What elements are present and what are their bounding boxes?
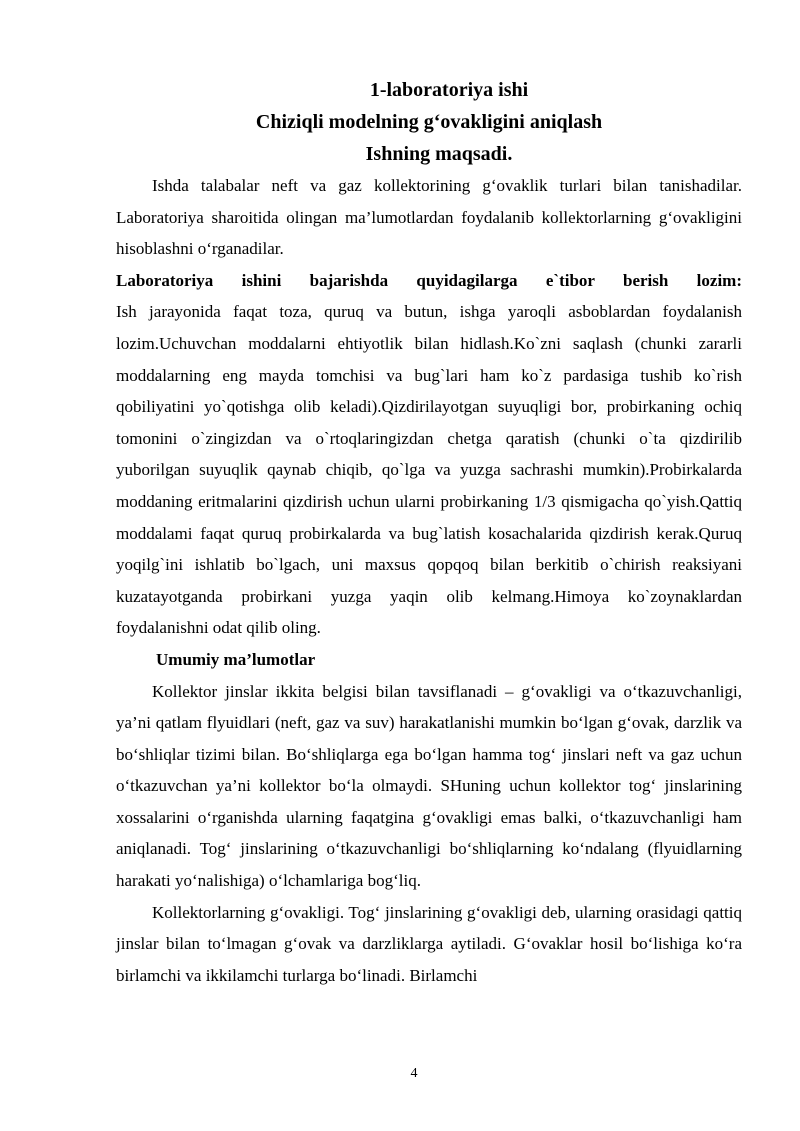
general-info-heading: Umumiy ma’lumotlar [156, 649, 316, 669]
attention-heading: Laboratoriya ishini bajarishda quyidagilarga e`tibor berish lozim: [116, 270, 742, 290]
lab-work-title: 1-laboratoriya ishi [369, 79, 529, 101]
attention-paragraph: Ish jarayonida faqat toza, quruq va butun, ishga yaroqli asboblardan foydalanish lozim.Uchuvchan moddalarni ehtiyotlik bilan hidlash.Ko`zni saqlash (chunki zararli moddalarning eng mayda tomchisi va bug`lari ham ko`z pardasiga tushib ko`rish qobiliyatini yo`qotishga olib keladi).Qizdirilayotgan suyuqligi bor, probirkaning ochiq tomonini o`zingizdan va o`rtoqlaringizdan chetga qaratish (chunki o`ta qizdirilib yuborilgan suyuqlik qaynab chiqib, qo`lga va yuzga sachrashi mumkin).Probirkalarda moddaning eritmalarini qizdirish uchun ularni probirkaning 1/3 qismigacha qo`yish.Qattiq moddalami faqat quruq probirkalarda va bug`latish kosachalarida qizdirish kerak.Quruq yoqilg`ini ishlatib bo`lgach, uni maxsus qopqoq bilan berkitib o`chirish reaksiyani kuzatayotganda probirkani yuzga yaqin olib kelmang.Himoya ko`zoynaklardan foydalanishni odat qilib oling. [116, 302, 742, 638]
lab-work-subtitle: Chiziqli modelning g‘ovakligini aniqlash [255, 111, 603, 133]
document-page [116, 74, 742, 991]
general-info-paragraph: Kollektor jinslar ikkita belgisi bilan tavsiflanadi – g‘ovakligi va o‘tkazuvchanligi, ya’ni qatlam flyuidlari (neft, gaz va suv) harakatlanishi mumkin bo‘lgan g‘ovak, darzlik va bo‘shliqlar tizimi bilan. Bo‘shliqlarga ega bo‘lgan hamma tog‘ jinslari neft va gaz uchun o‘tkazuvchan ya’ni kollektor bo‘la olmaydi. SHuning uchun kollektor tog‘ jinslarining xossalarini o‘rganishda ularning faqatgina g‘ovakligi emas balki, o‘tkazuvchanligi ham aniqlanadi. Tog‘ jinslarining o‘tkazuvchanligi bo‘shliqlarning ko‘ndalang (flyuidlarning harakati yo‘nalishiga) o‘lchamlariga bog‘liq. [116, 681, 742, 891]
porosity-paragraph: Kollektorlarning g‘ovakligi. Tog‘ jinslarining g‘ovakligi deb, ularning orasidagi qattiq jinslar bilan to‘lmagan g‘ovak va darzliklarga aytiladi. G‘ovaklar hosil bo‘lishiga ko‘ra birlamchi va ikkilamchi turlarga bo‘linadi. Birlamchi [116, 902, 742, 985]
page-number: 4 [410, 1066, 418, 1081]
purpose-paragraph: Ishda talabalar neft va gaz kollektorining g‘ovaklik turlari bilan tanishadilar. Laboratoriya sharoitida olingan ma’lumotlardan foydalanib kollektorlarning g‘ovakligini hisoblashni o‘rganadilar. [116, 176, 742, 259]
purpose-heading: Ishning maqsadi. [365, 143, 513, 165]
